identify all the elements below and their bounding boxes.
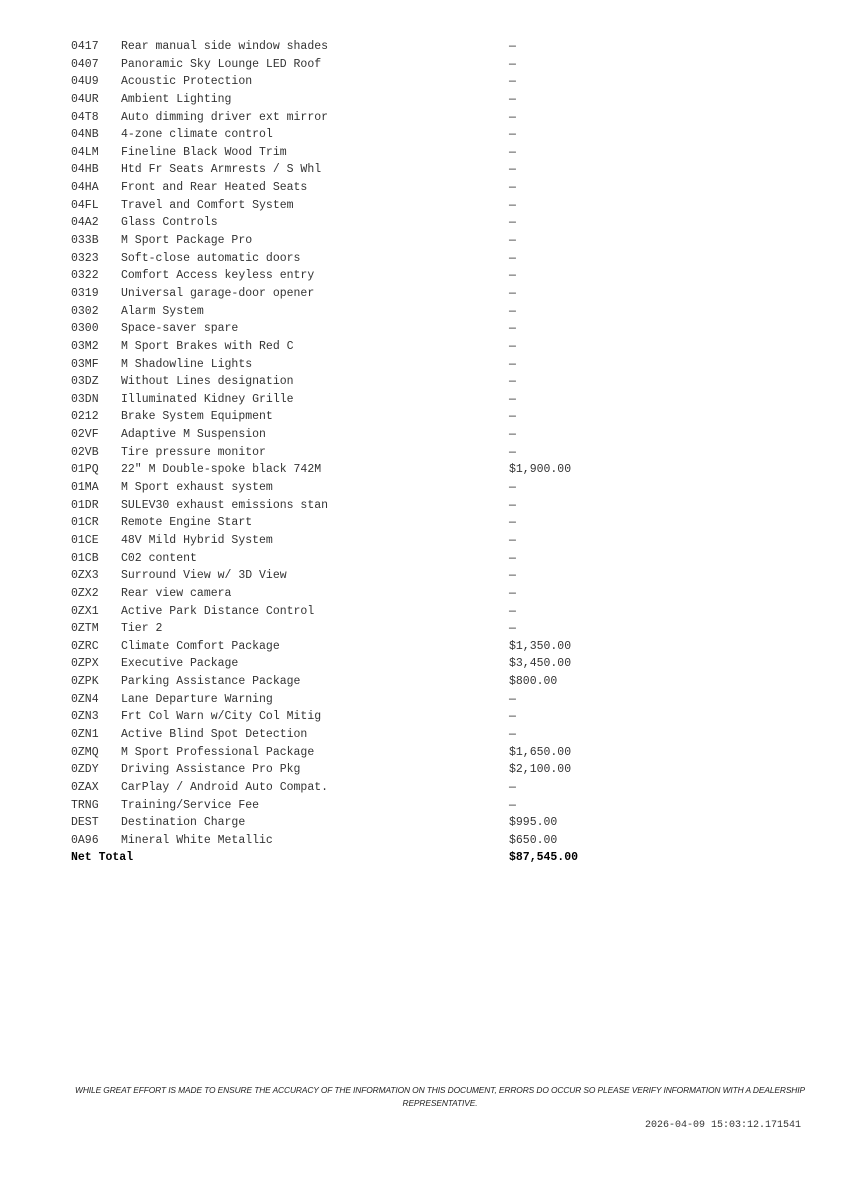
option-description: M Sport Brakes with Red C — [121, 339, 294, 353]
option-price: $2,100.00 — [509, 763, 572, 777]
line-item-row — [71, 761, 631, 779]
line-item-row — [71, 550, 631, 568]
option-price: — — [509, 357, 516, 371]
option-description: Auto dimming driver ext mirror — [121, 110, 329, 124]
option-description: Active Park Distance Control — [121, 604, 315, 618]
option-code: 03DZ — [71, 375, 99, 389]
line-item-row — [71, 461, 631, 479]
net-total-label: Net Total — [71, 851, 134, 865]
option-price: — — [509, 727, 516, 741]
option-price: — — [509, 780, 516, 794]
option-code: 0ZPX — [71, 657, 99, 671]
option-description: Space-saver spare — [121, 322, 239, 336]
option-description: Acoustic Protection — [121, 75, 253, 89]
option-price: — — [509, 163, 516, 177]
option-code: 0ZTM — [71, 622, 99, 636]
option-code: 0ZAX — [71, 780, 99, 794]
option-code: 04U9 — [71, 75, 99, 89]
option-price: — — [509, 216, 516, 230]
option-code: 01CR — [71, 516, 99, 530]
line-item-row — [71, 567, 631, 585]
option-code: 04T8 — [71, 110, 99, 124]
option-code: 033B — [71, 234, 99, 248]
line-item-row — [71, 814, 631, 832]
line-item-row — [71, 603, 631, 621]
line-item-row — [71, 109, 631, 127]
option-description: Surround View w/ 3D View — [121, 569, 287, 583]
line-item-row — [71, 214, 631, 232]
option-code: TRNG — [71, 798, 99, 812]
line-item-row — [71, 320, 631, 338]
option-description: C02 content — [121, 551, 197, 565]
line-item-row — [71, 232, 631, 250]
option-price: — — [509, 269, 516, 283]
option-code: 0ZDY — [71, 763, 99, 777]
line-item-row — [71, 779, 631, 797]
option-description: CarPlay / Android Auto Compat. — [121, 780, 329, 794]
option-description: Lane Departure Warning — [121, 692, 273, 706]
line-item-row — [71, 126, 631, 144]
net-total-value: $87,545.00 — [509, 851, 579, 865]
option-price: — — [509, 234, 516, 248]
option-price: — — [509, 198, 516, 212]
option-price: $650.00 — [509, 833, 558, 847]
option-price: — — [509, 40, 516, 53]
option-code: 01CB — [71, 551, 99, 565]
option-description: 22" M Double-spoke black 742M — [121, 463, 322, 477]
option-code: 0ZN4 — [71, 692, 99, 706]
net-total-row — [71, 849, 631, 867]
options-price-list — [71, 38, 631, 867]
option-price: — — [509, 692, 516, 706]
option-description: SULEV30 exhaust emissions stan — [121, 498, 329, 512]
line-item-row — [71, 303, 631, 321]
line-item-row — [71, 91, 631, 109]
option-description: Without Lines designation — [121, 375, 294, 389]
option-price: — — [509, 304, 516, 318]
option-code: 03DN — [71, 392, 99, 406]
option-code: 0ZN1 — [71, 727, 99, 741]
option-description: Tier 2 — [121, 622, 163, 636]
option-description: Alarm System — [121, 304, 204, 318]
option-description: M Sport Professional Package — [121, 745, 315, 759]
option-description: Rear manual side window shades — [121, 40, 329, 53]
option-code: 04UR — [71, 92, 99, 106]
option-description: M Sport exhaust system — [121, 481, 273, 495]
option-description: Driving Assistance Pro Pkg — [121, 763, 301, 777]
option-code: DEST — [71, 816, 99, 830]
option-code: 0322 — [71, 269, 99, 283]
line-item-row — [71, 638, 631, 656]
option-price: — — [509, 75, 516, 89]
option-description: Remote Engine Start — [121, 516, 253, 530]
option-price: — — [509, 428, 516, 442]
option-code: 0417 — [71, 40, 99, 53]
option-price: — — [509, 498, 516, 512]
option-description: Travel and Comfort System — [121, 198, 294, 212]
line-item-row — [71, 726, 631, 744]
option-price: — — [509, 251, 516, 265]
option-description: M Sport Package Pro — [121, 234, 253, 248]
disclaimer-text: WHILE GREAT EFFORT IS MADE TO ENSURE THE ACCURACY OF THE INFORMATION ON THIS DOCUMENT, ERRORS DO OCCUR SO PLEASE VERIFY INFORMATION WITH A DEALERSHIP REPRESENTATIVE. — [75, 1085, 805, 1108]
generated-timestamp: 2026-04-09 15:03:12.171541 — [644, 1120, 801, 1131]
option-code: 04HB — [71, 163, 99, 177]
option-code: 0ZX3 — [71, 569, 99, 583]
option-code: 0300 — [71, 322, 99, 336]
option-description: Ambient Lighting — [121, 92, 232, 106]
option-code: 0302 — [71, 304, 99, 318]
option-code: 04FL — [71, 198, 99, 212]
option-description: Destination Charge — [121, 816, 246, 830]
option-description: Glass Controls — [121, 216, 218, 230]
line-item-row — [71, 56, 631, 74]
option-description: 4-zone climate control — [121, 128, 273, 142]
option-code: 0407 — [71, 57, 99, 71]
option-description: Brake System Equipment — [121, 410, 273, 424]
option-code: 03MF — [71, 357, 99, 371]
option-price: — — [509, 410, 516, 424]
option-price: — — [509, 533, 516, 547]
option-code: 0ZRC — [71, 639, 99, 653]
option-price: — — [509, 375, 516, 389]
option-price: — — [509, 481, 516, 495]
line-item-row — [71, 408, 631, 426]
line-item-row — [71, 356, 631, 374]
line-item-row — [71, 338, 631, 356]
option-description: Training/Service Fee — [121, 798, 260, 812]
option-price: — — [509, 110, 516, 124]
option-price: — — [509, 339, 516, 353]
option-description: Front and Rear Heated Seats — [121, 181, 308, 195]
option-price: $3,450.00 — [509, 657, 572, 671]
option-description: Universal garage-door opener — [121, 286, 315, 300]
option-description: Illuminated Kidney Grille — [121, 392, 294, 406]
line-item-row — [71, 73, 631, 91]
line-item-row — [71, 673, 631, 691]
option-price: $800.00 — [509, 675, 558, 689]
line-item-row — [71, 655, 631, 673]
line-item-row — [71, 797, 631, 815]
line-item-row — [71, 391, 631, 409]
line-item-row — [71, 267, 631, 285]
option-code: 0ZX2 — [71, 586, 99, 600]
option-price: $1,350.00 — [509, 639, 572, 653]
line-item-row — [71, 373, 631, 391]
option-price: — — [509, 322, 516, 336]
line-item-row — [71, 197, 631, 215]
option-code: 04A2 — [71, 216, 99, 230]
option-price: — — [509, 57, 516, 71]
line-item-row — [71, 179, 631, 197]
option-description: Htd Fr Seats Armrests / S Whl — [121, 163, 322, 177]
option-description: Active Blind Spot Detection — [121, 727, 308, 741]
option-code: 0ZN3 — [71, 710, 99, 724]
option-code: 01CE — [71, 533, 99, 547]
option-price: — — [509, 92, 516, 106]
option-code: 0ZPK — [71, 675, 99, 689]
line-item-row — [71, 832, 631, 850]
line-item-row — [71, 161, 631, 179]
option-price: $1,650.00 — [509, 745, 572, 759]
option-price: — — [509, 569, 516, 583]
option-price: — — [509, 128, 516, 142]
option-price: — — [509, 710, 516, 724]
line-item-row — [71, 691, 631, 709]
option-description: 48V Mild Hybrid System — [121, 533, 273, 547]
line-item-row — [71, 144, 631, 162]
line-item-row — [71, 426, 631, 444]
option-description: Tire pressure monitor — [121, 445, 266, 459]
option-code: 02VB — [71, 445, 99, 459]
option-price: — — [509, 586, 516, 600]
option-description: M Shadowline Lights — [121, 357, 253, 371]
option-price: — — [509, 286, 516, 300]
option-description: Panoramic Sky Lounge LED Roof — [121, 57, 322, 71]
line-item-row — [71, 444, 631, 462]
line-item-row — [71, 744, 631, 762]
option-price: — — [509, 181, 516, 195]
option-code: 0323 — [71, 251, 99, 265]
option-price: — — [509, 145, 516, 159]
option-code: 0ZMQ — [71, 745, 99, 759]
option-description: Fineline Black Wood Trim — [121, 145, 287, 159]
line-item-row — [71, 497, 631, 515]
option-description: Parking Assistance Package — [121, 675, 301, 689]
option-code: 0319 — [71, 286, 99, 300]
option-price: — — [509, 622, 516, 636]
option-code: 03M2 — [71, 339, 99, 353]
option-code: 01PQ — [71, 463, 99, 477]
option-code: 01MA — [71, 481, 99, 495]
line-item-row — [71, 285, 631, 303]
option-price: — — [509, 392, 516, 406]
option-description: Adaptive M Suspension — [121, 428, 266, 442]
option-price: — — [509, 551, 516, 565]
option-code: 0ZX1 — [71, 604, 99, 618]
option-price: $1,900.00 — [509, 463, 572, 477]
option-price: — — [509, 604, 516, 618]
option-code: 04NB — [71, 128, 99, 142]
line-item-row — [71, 250, 631, 268]
line-item-row — [71, 38, 631, 56]
option-code: 0212 — [71, 410, 99, 424]
option-code: 04HA — [71, 181, 99, 195]
option-price: — — [509, 798, 516, 812]
option-description: Climate Comfort Package — [121, 639, 280, 653]
line-item-row — [71, 620, 631, 638]
line-item-row — [71, 514, 631, 532]
option-description: Mineral White Metallic — [121, 833, 273, 847]
option-code: 02VF — [71, 428, 99, 442]
option-price: — — [509, 516, 516, 530]
option-description: Rear view camera — [121, 586, 232, 600]
option-price: — — [509, 445, 516, 459]
option-description: Executive Package — [121, 657, 239, 671]
option-description: Comfort Access keyless entry — [121, 269, 315, 283]
option-code: 04LM — [71, 145, 99, 159]
option-code: 01DR — [71, 498, 99, 512]
line-item-row — [71, 708, 631, 726]
option-code: 0A96 — [71, 833, 99, 847]
line-item-row — [71, 479, 631, 497]
line-item-row — [71, 532, 631, 550]
line-item-row — [71, 585, 631, 603]
option-description: Soft-close automatic doors — [121, 251, 301, 265]
option-description: Frt Col Warn w/City Col Mitig — [121, 710, 322, 724]
option-price: $995.00 — [509, 816, 558, 830]
